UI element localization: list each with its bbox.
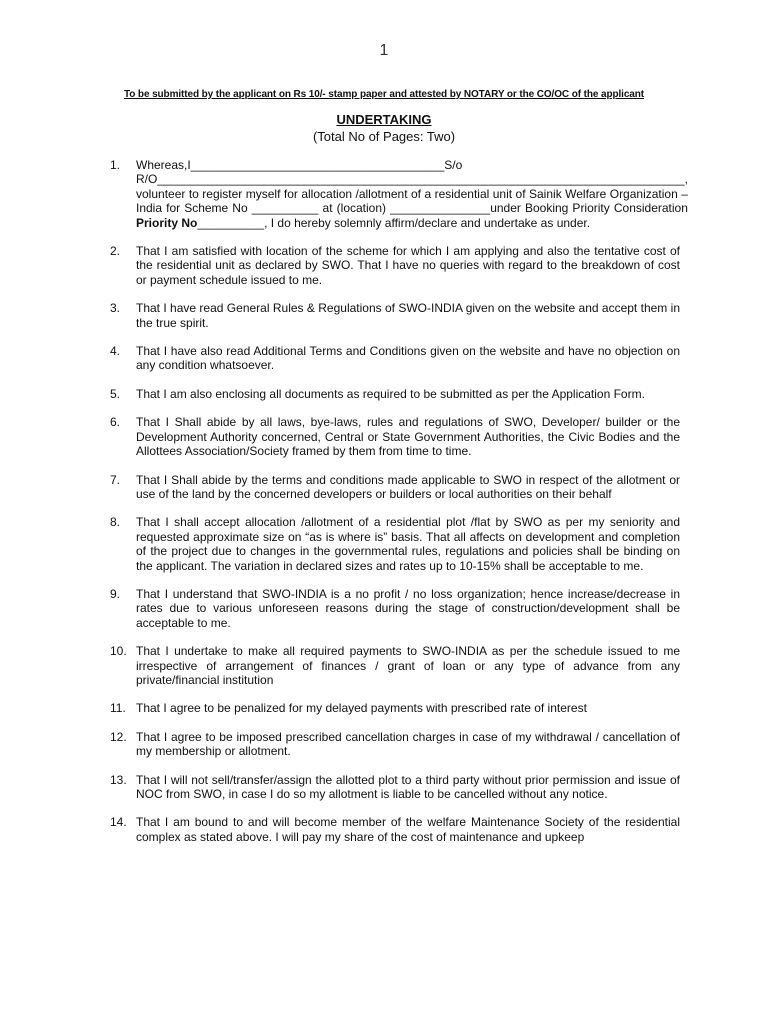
clause-1: [110, 158, 688, 230]
document-subtitle: (Total No of Pages: Two): [312, 129, 456, 144]
undertaking-clauses: [110, 158, 688, 858]
clause-text: That I undertake to make all required payments to SWO-INDIA as per the schedule issued to me irrespective of arrangement of finances / grant of loan or any type of advance from any private/financial institution: [136, 644, 680, 687]
clause-number: 5.: [110, 386, 121, 401]
clause-6: [110, 415, 680, 458]
clause-number: 12.: [110, 729, 127, 744]
clause-number: 14.: [110, 815, 127, 830]
document-title: UNDERTAKING: [336, 112, 432, 127]
clause-text: That I Shall abide by all laws, bye-laws, rules and regulations of SWO, Developer/ builder or the Development Authority concerned, Central or State Government Authorities, the Civic Bodies and the Allottees Association/Society framed by them from time to time.: [136, 415, 680, 459]
clause-4: [110, 344, 680, 373]
clause-number: 4.: [110, 344, 121, 359]
clause-12: [110, 730, 680, 759]
clause-11: [110, 701, 680, 715]
clause-text: That I agree to be penalized for my delayed payments with prescribed rate of interest: [136, 701, 587, 716]
clause-14: [110, 815, 680, 844]
clause-number: 2.: [110, 244, 121, 259]
clause-text: That I understand that SWO-INDIA is a no profit / no loss organization; hence increase/decrease in rates due to various unforeseen reasons during the stage of construction/development shall be acceptable to me.: [136, 586, 680, 630]
clause-text: That I am also enclosing all documents as required to be submitted as per the Application Form.: [136, 386, 645, 401]
applicant-name-line: Whereas,I______________________________________S/o: [136, 158, 463, 172]
clause-number: 1.: [110, 158, 121, 172]
clause-1-body: volunteer to register myself for allocation /allotment of a residential unit of Sainik Welfare Organization –India for Scheme No __________ at (location) _______________under Booking Priority Consideration: [136, 186, 688, 216]
clause-text: That I have also read Additional Terms and Conditions given on the website and have no objection on any condition whatsoever.: [136, 344, 680, 373]
residence-line: R/O_______________________________________________________________________________,: [136, 172, 688, 187]
clause-number: 9.: [110, 586, 121, 601]
clause-7: [110, 473, 680, 502]
clause-2: [110, 244, 680, 287]
clause-5: [110, 387, 680, 401]
clause-number: 7.: [110, 472, 121, 487]
stamp-paper-instruction: To be submitted by the applicant on Rs 10/- stamp paper and attested by NOTARY or the CO/OC of the applicant: [123, 89, 644, 100]
clause-text: [136, 158, 688, 230]
clause-9: [110, 587, 680, 630]
priority-number-label: Priority No: [136, 215, 198, 230]
clause-number: 11.: [110, 701, 126, 716]
clause-13: [110, 773, 680, 802]
page-number: 1: [379, 42, 389, 59]
clause-text: That I am bound to and will become member of the welfare Maintenance Society of the residential complex as stated above. I will pay my share of the cost of maintenance and upkeep: [136, 815, 680, 844]
clause-text: That I agree to be imposed prescribed cancellation charges in case of my withdrawal / cancellation of my membership or allotment.: [136, 729, 680, 759]
clause-text: That I am satisfied with location of the scheme for which I am applying and also the tentative cost of the residential unit as declared by SWO. That I have no queries with regard to the breakdown of cost or payment schedule issued to me.: [136, 244, 680, 287]
clause-text: That I Shall abide by the terms and conditions made applicable to SWO in respect of the allotment or use of the land by the concerned developers or builders or local authorities on their behalf: [136, 472, 680, 501]
clause-number: 6.: [110, 415, 121, 430]
clause-number: 13.: [110, 772, 127, 787]
clause-8: [110, 515, 680, 573]
clause-10: [110, 644, 680, 687]
clause-text: That I have read General Rules & Regulations of SWO-INDIA given on the website and accept them in the true spirit.: [136, 301, 680, 330]
clause-number: 8.: [110, 515, 121, 530]
clause-number: 3.: [110, 301, 121, 316]
clause-text: That I shall accept allocation /allotment of a residential plot /flat by SWO as per my seniority and requested approximate size on “as is where is” basis. That all affects on development and completion of the project due to changes in the governmental rules, regulations and policies shall be binding on the applicant. The variation in declared sizes and rates up to 10-15% shall be acceptable to me.: [136, 515, 680, 573]
clause-3: [110, 301, 680, 330]
clause-number: 10.: [110, 644, 127, 659]
clause-text: That I will not sell/transfer/assign the allotted plot to a third party without prior permission and issue of NOC from SWO, in case I do so my allotment is liable to be cancelled without any notice.: [136, 772, 680, 801]
clause-1-body-end: __________, I do hereby solemnly affirm/declare and undertake as under.: [197, 215, 591, 230]
